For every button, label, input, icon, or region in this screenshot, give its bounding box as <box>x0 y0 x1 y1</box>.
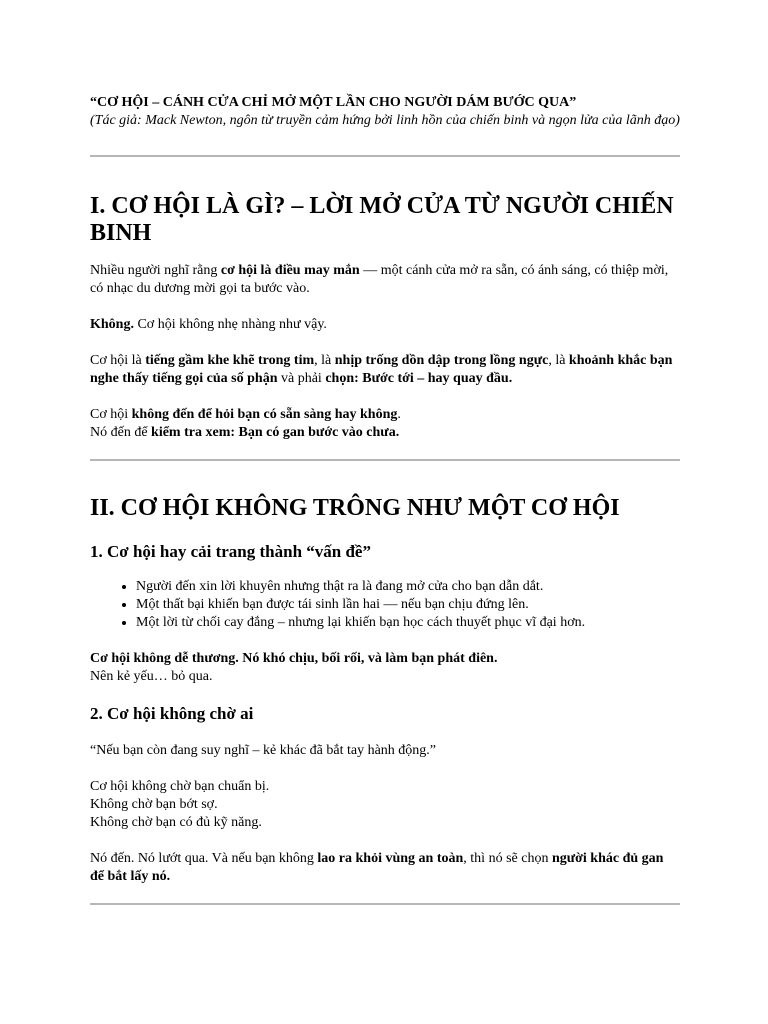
list-item: • Người đến xin lời khuyên nhưng thật ra là đang mở cửa cho bạn dẫn dắt. <box>136 578 680 596</box>
section-1-heading: I. CƠ HỘI LÀ GÌ? – LỜI MỞ CỬA TỪ NGƯỜI CHIẾN BINH <box>90 193 674 246</box>
text-run: . <box>397 407 401 422</box>
bold-text-run: Không. <box>90 317 134 332</box>
quote: “Nếu bạn còn đang suy nghĩ – kẻ khác đã bắt tay hành động.” <box>90 743 437 758</box>
text-run: Nó đến để <box>90 425 152 440</box>
bold-text-run: không đến để hỏi bạn có sẵn sàng hay không <box>131 407 398 422</box>
list-item: • Một lời từ chối cay đắng – nhưng lại khiến bạn học cách thuyết phục vĩ đại hơn. <box>136 614 680 632</box>
subsection-1-heading: 1. Cơ hội hay cải trang thành “vấn đề” <box>90 542 371 561</box>
text-run: , là <box>548 353 569 368</box>
document-title: “CƠ HỘI – CÁNH CỬA CHỈ MỞ MỘT LẦN CHO NGƯỜI DÁM BƯỚC QUA” <box>90 95 577 110</box>
document-content <box>90 94 680 905</box>
text-run: Nó đến. Nó lướt qua. Và nếu bạn không <box>90 851 318 866</box>
bold-text-run: tiếng gầm khe khẽ trong tim <box>145 353 315 368</box>
text-run: , là <box>314 353 335 368</box>
list-item: • Một thất bại khiến bạn được tái sinh lần hai — nếu bạn chịu đứng lên. <box>136 596 680 614</box>
bold-text-run: lao ra khỏi vùng an toàn <box>317 851 464 866</box>
subsection-2-heading: 2. Cơ hội không chờ ai <box>90 704 254 723</box>
bold-text-run: nhịp trống dồn dập trong lồng ngực <box>334 353 549 368</box>
subsection-2-final <box>90 850 680 886</box>
section-1-paragraph-2 <box>90 316 680 334</box>
text-run: Không chờ bạn có đủ kỹ năng. <box>90 815 262 830</box>
section-2-heading: II. CƠ HỘI KHÔNG TRÔNG NHƯ MỘT CƠ HỘI <box>90 495 620 521</box>
bold-text-run: kiểm tra xem: Bạn có gan bước vào chưa. <box>151 425 400 440</box>
text-run: Cơ hội là <box>90 353 146 368</box>
bold-text-run: người khác đủ gan để bắt lấy nó. <box>90 851 664 884</box>
bold-text-run: chọn: Bước tới – hay quay đầu. <box>325 371 513 386</box>
text-run: , thì nó sẽ chọn <box>463 851 552 866</box>
subsection-1-conclusion <box>90 650 680 686</box>
separator-1 <box>90 155 680 157</box>
text-run: Nên kẻ yếu… bỏ qua. <box>90 669 213 684</box>
separator-3 <box>90 903 680 905</box>
text-run: Không chờ bạn bớt sợ. <box>90 797 218 812</box>
bold-text-run: Cơ hội không dễ thương. Nó khó chịu, bối rối, và làm bạn phát điên. <box>90 651 498 666</box>
section-1-paragraph-1 <box>90 262 680 298</box>
section-1-paragraph-3 <box>90 352 680 388</box>
text-run: và phải <box>277 371 326 386</box>
author-note: (Tác giả: Mack Newton, ngôn từ truyền cảm hứng bởi linh hồn của chiến binh và ngọn lửa của lãnh đạo) <box>90 113 680 128</box>
text-run: Cơ hội <box>90 407 132 422</box>
text-run: Cơ hội không chờ bạn chuẩn bị. <box>90 779 270 794</box>
separator-2 <box>90 459 680 461</box>
problem-list <box>90 578 680 632</box>
bold-text-run: khoảnh khắc bạn nghe thấy tiếng gọi của số phận <box>90 353 673 386</box>
subsection-2-lines <box>90 778 680 832</box>
section-1-paragraph-4 <box>90 406 680 442</box>
text-run: Nhiều người nghĩ rằng <box>90 263 221 278</box>
text-run: — một cánh cửa mở ra sẵn, có ánh sáng, có thiệp mời, có nhạc du dương mời gọi ta bước vào. <box>90 263 669 296</box>
bold-text-run: cơ hội là điều may mắn <box>220 263 360 278</box>
text-run: Cơ hội không nhẹ nhàng như vậy. <box>133 317 327 332</box>
